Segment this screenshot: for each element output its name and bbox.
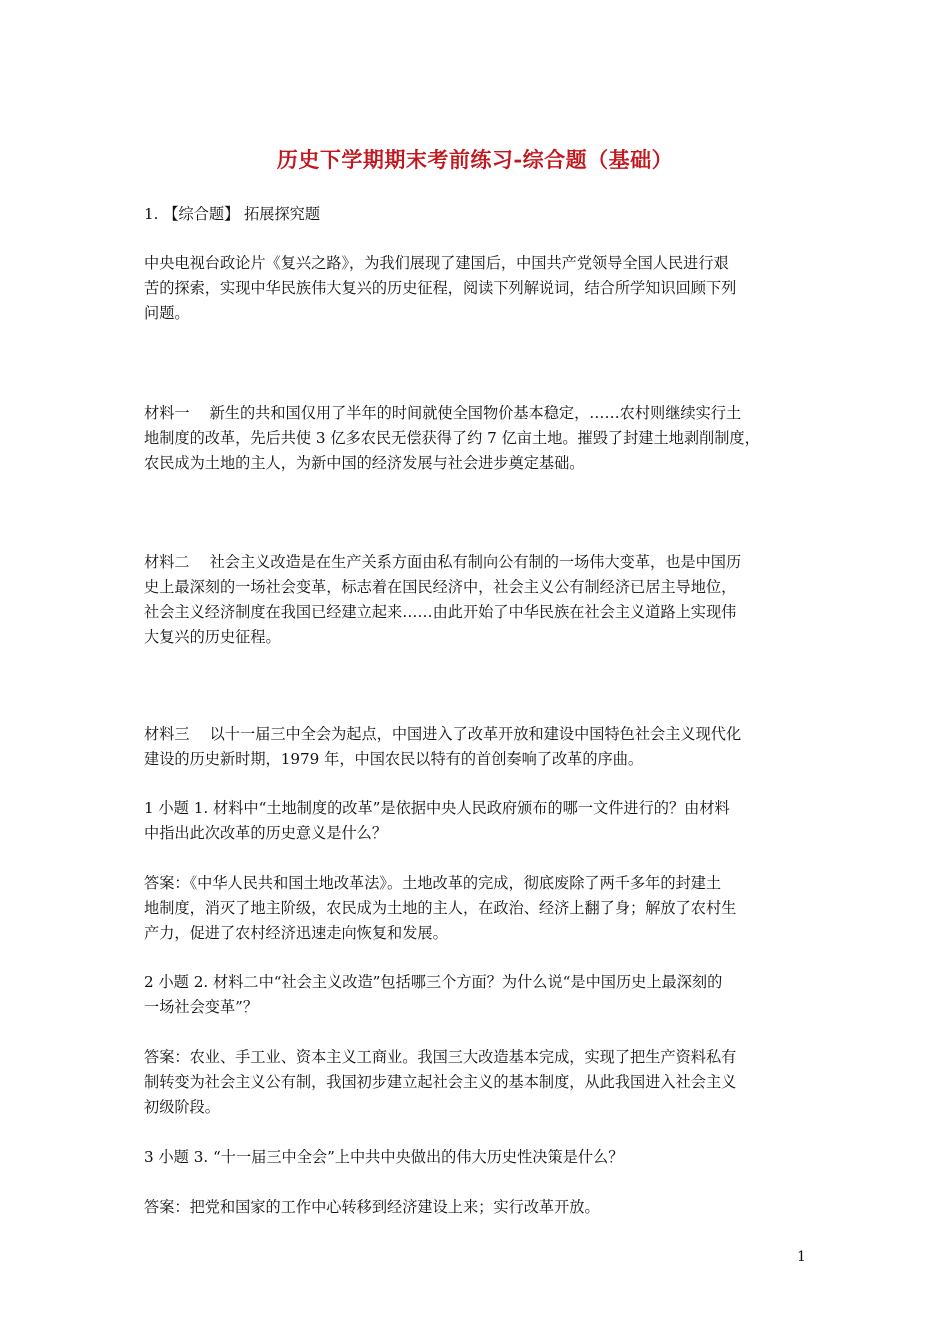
material-line: 材料三 以十一届三中全会为起点，中国进入了改革开放和建设中国特色社会主义现代化 — [144, 725, 742, 743]
material-line: 社会主义经济制度在我国已经建立起来……由此开始了中华民族在社会主义道路上实现伟 — [144, 603, 737, 621]
intro-line: 中央电视台政论片《复兴之路》，为我们展现了建国后，中国共产党领导全国人民进行艰 — [144, 254, 729, 272]
answer-2 — [144, 1045, 820, 1120]
question-line: 2 小题 2. 材料二中“社会主义改造”包括哪三个方面？为什么说“是中国历史上最深刻的 — [144, 973, 723, 991]
question-line: 3 小题 3. “十一届三中全会”上中共中央做出的伟大历史性决策是什么？ — [144, 1148, 624, 1166]
answer-line: 制转变为社会主义公有制，我国初步建立起社会主义的基本制度，从此我国进入社会主义 — [144, 1073, 737, 1091]
material-two — [144, 550, 820, 650]
question-line: 中指出此次改革的历史意义是什么？ — [144, 824, 387, 842]
answer-line: 地制度，消灭了地主阶级，农民成为土地的主人，在政治、经济上翻了身；解放了农村生 — [144, 899, 737, 917]
material-line: 农民成为土地的主人，为新中国的经济发展与社会进步奠定基础。 — [144, 454, 585, 472]
question-header: 1. 【综合题】 拓展探究题 — [144, 205, 321, 223]
subquestion-1 — [144, 796, 820, 846]
answer-line: 产力，促进了农村经济迅速走向恢复和发展。 — [144, 924, 448, 942]
subquestion-2 — [144, 970, 820, 1020]
answer-line: 答案：农业、手工业、资本主义工商业。我国三大改造基本完成，实现了把生产资料私有 — [144, 1048, 737, 1066]
subquestion-3 — [144, 1145, 820, 1170]
answer-line: 答案：把党和国家的工作中心转移到经济建设上来；实行改革开放。 — [144, 1198, 600, 1216]
material-three — [144, 722, 820, 772]
page-number: 1 — [797, 1249, 806, 1265]
material-one — [144, 401, 820, 476]
answer-3 — [144, 1195, 820, 1220]
intro-line: 苦的探索，实现中华民族伟大复兴的历史征程，阅读下列解说词，结合所学知识回顾下列 — [144, 279, 737, 297]
page-title: 历史下学期期末考前练习-综合题（基础） — [276, 147, 674, 172]
intro-paragraph — [144, 251, 820, 326]
material-line: 地制度的改革，先后共使 3 亿多农民无偿获得了约 7 亿亩土地。摧毁了封建土地剥削制度， — [144, 429, 760, 447]
answer-line: 答案：《中华人民共和国土地改革法》。土地改革的完成，彻底废除了两千多年的封建土 — [144, 874, 722, 892]
material-line: 材料二 社会主义改造是在生产关系方面由私有制向公有制的一场伟大变革，也是中国历 — [144, 553, 742, 571]
question-line: 1 小题 1. 材料中“土地制度的改革”是依据中央人民政府颁布的哪一文件进行的？由材料 — [144, 799, 730, 817]
answer-line: 初级阶段。 — [144, 1098, 220, 1116]
intro-line: 问题。 — [144, 304, 190, 322]
material-line: 大复兴的历史征程。 — [144, 628, 281, 646]
answer-1 — [144, 871, 820, 946]
material-line: 材料一 新生的共和国仅用了半年的时间就使全国物价基本稳定，……农村则继续实行土 — [144, 404, 742, 422]
material-line: 建设的历史新时期，1979 年，中国农民以特有的首创奏响了改革的序曲。 — [144, 750, 644, 768]
question-line: 一场社会变革”？ — [144, 998, 259, 1016]
material-line: 史上最深刻的一场社会变革，标志着在国民经济中，社会主义公有制经济已居主导地位， — [144, 578, 737, 596]
